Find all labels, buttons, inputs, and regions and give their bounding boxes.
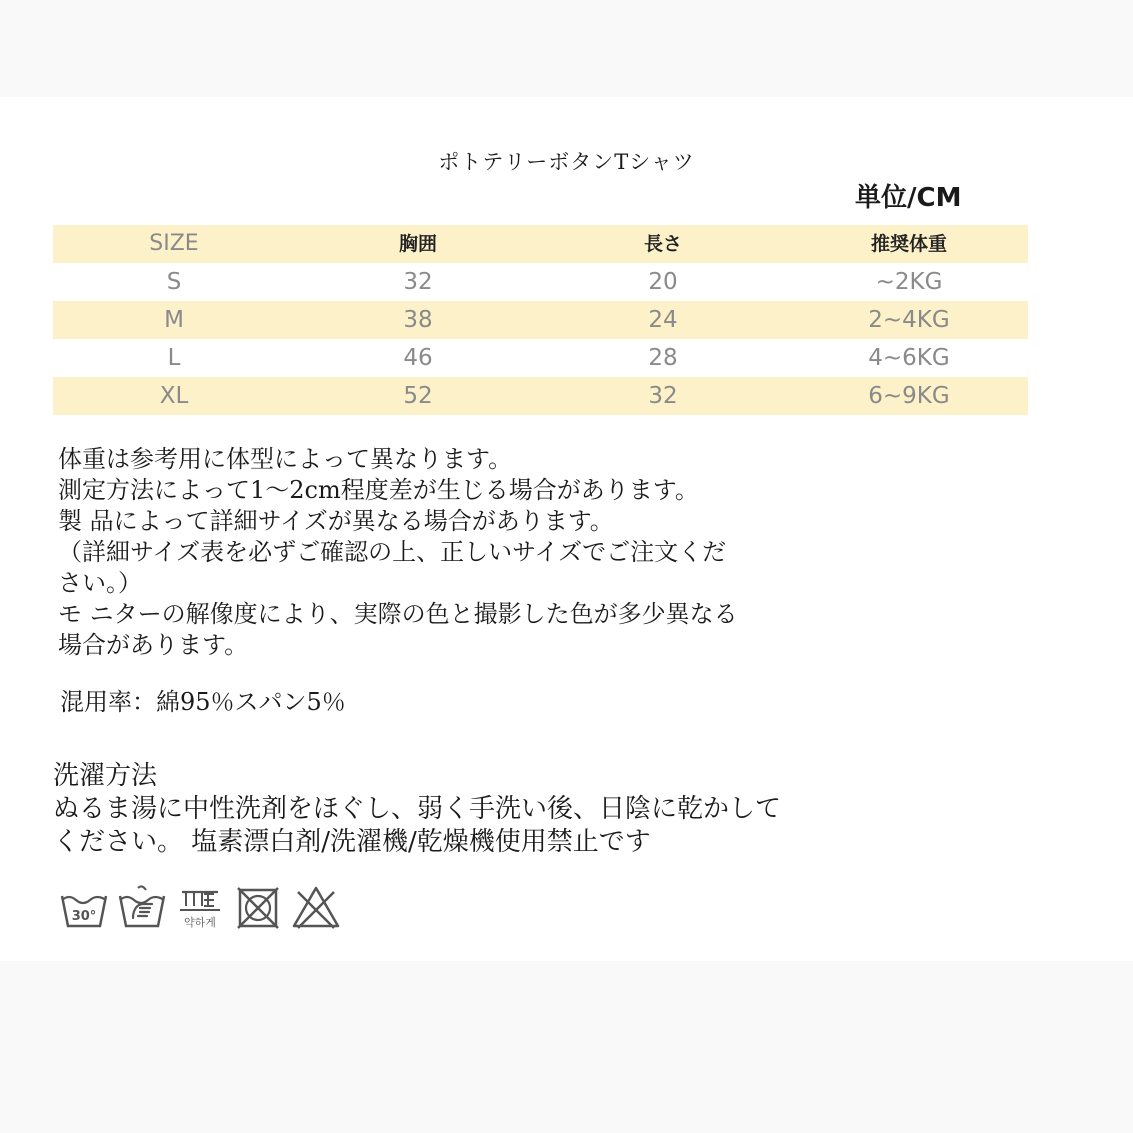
washing-instructions	[53, 760, 781, 859]
note-line: （詳細サイズ表を必ずご確認の上、正しいサイズでご注文くだ	[58, 538, 727, 566]
note-line: 製 品によって詳細サイズが異なる場合があります。	[58, 507, 614, 535]
weight-cell: 4~6KG	[868, 345, 950, 371]
chest-cell: 32	[403, 269, 433, 295]
no-bleach-icon	[290, 882, 342, 934]
size-cell: L	[167, 345, 181, 371]
no-tumble-dry-icon	[232, 882, 284, 934]
table-row	[53, 339, 1028, 377]
size-cell: M	[164, 307, 184, 333]
header-chest: 胸囲	[398, 233, 438, 255]
washing-line: ください。 塩素漂白剤/洗濯機/乾燥機使用禁止です	[53, 827, 651, 857]
size-cell: XL	[159, 383, 189, 409]
length-cell: 28	[648, 345, 678, 371]
product-title: ポトテリーボタンTシャツ	[438, 150, 695, 174]
chest-cell: 46	[403, 345, 433, 371]
washing-line: ぬるま湯に中性洗剤をほぐし、弱く手洗い後、日陰に乾かして	[53, 794, 782, 824]
chest-cell: 38	[403, 307, 433, 333]
hand-wash-icon	[116, 882, 168, 934]
weight-cell: 6~9KG	[868, 383, 950, 409]
length-cell: 32	[648, 383, 678, 409]
note-line: 体重は参考用に体型によって異なります。	[58, 445, 513, 473]
care-icons	[58, 882, 342, 934]
note-line: モ ニターの解像度により、実際の色と撮影した色が多少異なる	[58, 600, 738, 628]
note-line: さい。）	[58, 569, 142, 597]
chest-cell: 52	[403, 383, 433, 409]
size-table	[53, 225, 1028, 415]
unit-label: 単位/CM	[855, 183, 962, 213]
weight-cell: 2~4KG	[868, 307, 950, 333]
gentle-label: 약하게	[184, 916, 216, 929]
material-blend: 混用率：綿95％スパン5％	[60, 688, 346, 716]
table-header-row	[53, 225, 1028, 263]
header-weight: 推奨体重	[870, 233, 948, 255]
header-size: SIZE	[149, 231, 199, 256]
gentle-wash-icon	[174, 882, 226, 934]
table-row	[53, 377, 1028, 415]
wash-temp-label: 30°	[71, 909, 97, 924]
table-row	[53, 301, 1028, 339]
size-notes	[58, 444, 858, 661]
table-row	[53, 263, 1028, 301]
header-length: 長さ	[643, 233, 683, 255]
weight-cell: ~2KG	[875, 269, 943, 295]
size-cell: S	[166, 269, 182, 295]
note-line: 場合があります。	[58, 631, 249, 659]
note-line: 測定方法によって1～2cm程度差が生じる場合があります。	[58, 476, 699, 504]
washing-heading: 洗濯方法	[53, 761, 158, 791]
wash-30-icon	[58, 882, 110, 934]
length-cell: 24	[648, 307, 678, 333]
length-cell: 20	[648, 269, 678, 295]
